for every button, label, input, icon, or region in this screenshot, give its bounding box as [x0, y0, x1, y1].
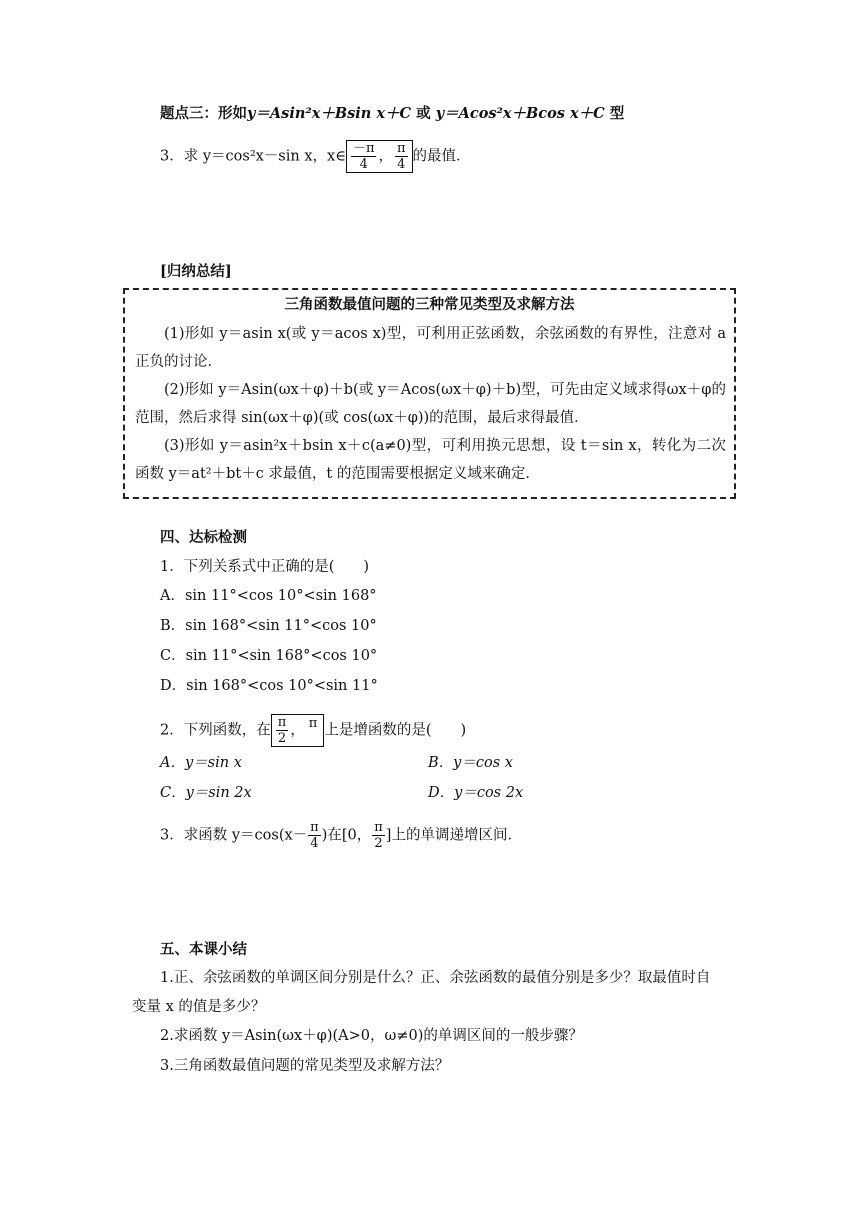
- interval-bracket: $\frac{\pi}{2}$ ， π: [271, 714, 325, 747]
- heading-suffix: 型: [604, 105, 625, 122]
- fraction: [351, 141, 377, 172]
- interval-bracket: $\frac{-\pi}{4}$ ， $\frac{\pi}{4}$: [346, 140, 413, 173]
- fraction-denominator: 4: [359, 157, 368, 172]
- fraction: [308, 820, 321, 851]
- fraction: [276, 715, 289, 746]
- section-check-heading: 四、达标检测: [160, 529, 247, 546]
- interval-right-value: π: [308, 715, 318, 731]
- fraction-denominator: 4: [397, 157, 406, 172]
- question-3-text: 3．求函数 y＝cos(x－: [160, 827, 308, 844]
- topic3-heading: [160, 104, 624, 124]
- question-2-option-a: A．y＝sin x: [160, 755, 242, 771]
- question-1-option-c: C．sin 11°<sin 168°<cos 10°: [160, 648, 378, 664]
- summary-label: [归纳总结]: [160, 263, 232, 280]
- fraction-denominator: 2: [277, 731, 287, 746]
- summary-box-title: 三角函数最值问题的三种常见类型及求解方法: [284, 296, 575, 313]
- fraction-spacer: [307, 731, 320, 746]
- lesson-item-3: 3.三角函数最值问题的常见类型及求解方法？: [160, 1058, 450, 1074]
- lesson-item-1-line-1: 1.正、余弦函数的单调区间分别是什么？正、余弦函数的最值分别是多少？取最值时自: [160, 970, 711, 986]
- fraction-numerator: －π: [352, 141, 375, 156]
- question-2-option-d: D．y＝cos 2x: [428, 785, 524, 801]
- fraction-numerator: π: [374, 820, 383, 835]
- heading-formula-1: y＝Asin²x＋Bsin x＋C: [247, 105, 412, 122]
- fraction: [395, 141, 408, 172]
- topic3-question: [160, 140, 471, 173]
- fraction: [307, 716, 320, 746]
- section-lesson-heading: 五、本课小结: [160, 941, 247, 958]
- summary-paragraph-2: (2)形如 y＝Asin(ωx＋φ)＋b(或 y＝Acos(ωx＋φ)＋b)型，可先由定义域求得ωx＋φ的范围，然后求得 sin(ωx＋φ)(或 cos(ωx＋φ))的范围，最后求得最值．: [135, 382, 726, 426]
- question-3: [160, 820, 522, 851]
- heading-or: 或: [411, 105, 436, 122]
- question-3-text-mid: )在[0，: [321, 827, 372, 844]
- summary-box: [123, 288, 736, 499]
- fraction-numerator: π: [310, 820, 319, 835]
- summary-paragraph-3: (3)形如 y＝asin²x＋bsin x＋c(a≠0)型，可利用换元思想，设 t＝sin x，转化为二次函数 y＝at²＋bt＋c 求最值，t 的范围需要根据定义域来确定．: [135, 438, 726, 482]
- lesson-item-1-line-2: 变量 x 的值是多少？: [132, 999, 266, 1015]
- fraction-denominator: 2: [374, 836, 383, 851]
- heading-prefix: 题点三：形如: [160, 105, 247, 122]
- summary-paragraph-1: (1)形如 y＝asin x(或 y＝acos x)型，可利用正弦函数，余弦函数的有界性，注意对 a 正负的讨论．: [135, 326, 726, 370]
- question-1-option-d: D．sin 168°<cos 10°<sin 11°: [160, 678, 378, 694]
- lesson-item-2: 2.求函数 y＝Asin(ωx＋φ)(A>0，ω≠0)的单调区间的一般步骤？: [160, 1028, 583, 1044]
- question-2-text-end: 上是增函数的是( ): [324, 722, 467, 739]
- question-2-option-b: B．y＝cos x: [428, 755, 513, 771]
- fraction-numerator: π: [277, 715, 287, 730]
- question-1-option-a: A．sin 11°<cos 10°<sin 168°: [160, 588, 377, 604]
- fraction: [372, 820, 385, 851]
- question-3-text-end: ]上的单调递增区间．: [385, 827, 522, 844]
- fraction-denominator: 4: [310, 836, 319, 851]
- question-text-end: 的最值．: [412, 148, 471, 165]
- question-2: [160, 714, 466, 747]
- question-1: 1．下列关系式中正确的是( ): [160, 559, 370, 575]
- heading-formula-2: y＝Acos²x＋Bcos x＋C: [435, 105, 605, 122]
- question-2-text: 2．下列函数，在: [160, 722, 271, 739]
- question-1-option-b: B．sin 168°<sin 11°<cos 10°: [160, 618, 377, 634]
- fraction-numerator: π: [396, 141, 406, 156]
- question-text: 3．求 y＝cos²x－sin x，x∈: [160, 148, 346, 165]
- question-2-option-c: C．y＝sin 2x: [160, 785, 252, 801]
